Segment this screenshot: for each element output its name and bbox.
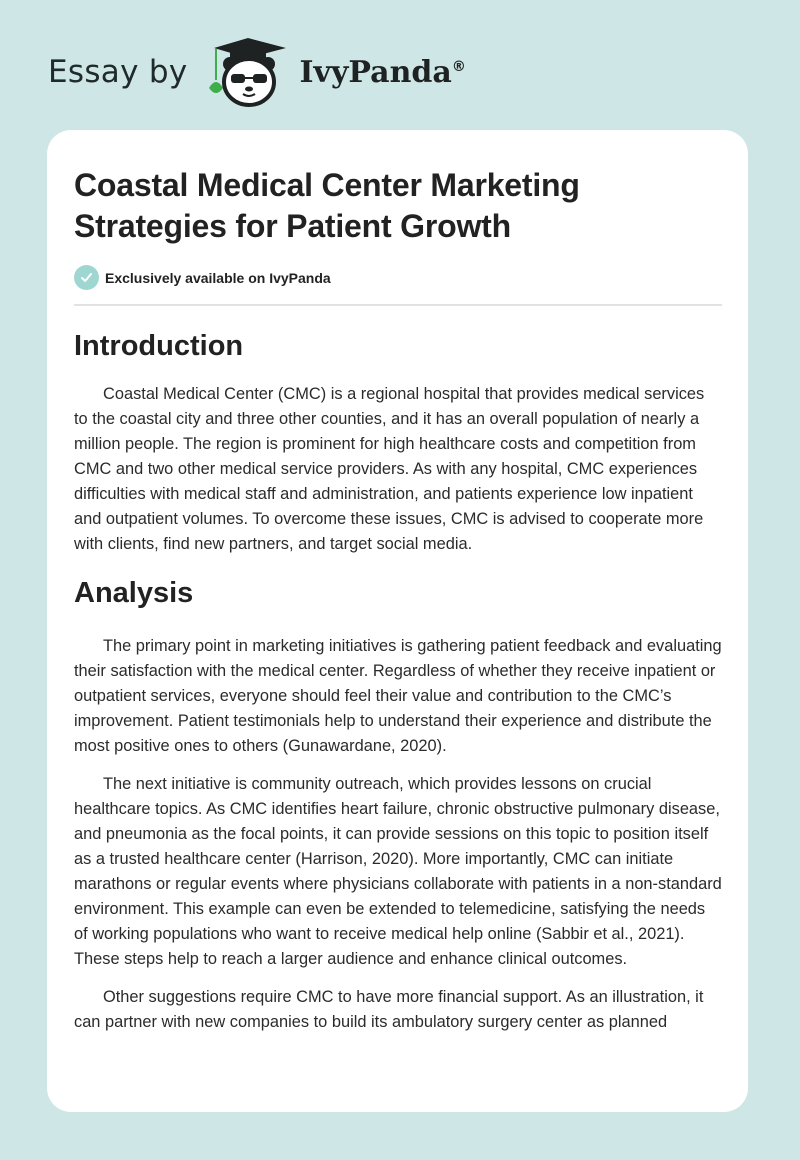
paragraph: The primary point in marketing initiatives is gathering patient feedback and evaluating their satisfaction with the medical center. Regardless of whether they receive inpatient or outpatient services, everyone should feel their value and contribution to the CMC’s improvement. Patient testimonials help to understand their experience and distribute the most positive ones to others (Gunawardane, 2020). [74, 637, 722, 755]
exclusive-badge [74, 265, 722, 290]
paragraph: Coastal Medical Center (CMC) is a regional hospital that provides medical services to the coastal city and three other counties, and it has an overall population of nearly a million people. The region is prominent for high healthcare costs and competition from CMC and two other medical service providers. As with any hospital, CMC experiences difficulties with medical staff and administration, and patients experience low inpatient and outpatient volumes. To overcome these issues, CMC is advised to cooperate more with clients, find new partners, and target social media. [74, 385, 705, 553]
brand-name: IvyPanda® [299, 54, 466, 90]
check-circle-icon [74, 265, 99, 290]
essay-title: Coastal Medical Center Marketing Strategies for Patient Growth [74, 167, 580, 244]
section-heading-introduction: Introduction [74, 330, 244, 362]
brand-prefix: Essay by [48, 54, 188, 90]
site-header-brand[interactable] [48, 36, 466, 108]
exclusive-badge-text: Exclusively available on IvyPanda [105, 269, 331, 286]
section-heading-analysis: Analysis [74, 577, 194, 609]
paragraph: Other suggestions require CMC to have more financial support. As an illustration, it can partner with new companies to build its ambulatory surgery center as planned [74, 988, 704, 1031]
divider [74, 304, 722, 306]
panda-logo-icon [206, 36, 290, 108]
essay-card [47, 130, 748, 1112]
paragraph: The next initiative is community outreach, which provides lessons on crucial healthcare topics. As CMC identifies heart failure, chronic obstructive pulmonary disease, and pneumonia as the focal points, it can provide sessions on this topic to position itself as a trusted healthcare center (Harrison, 2020). More importantly, CMC can initiate marathons or regular events where physicians collaborate with patients in a non-standard environment. This example can even be extended to telemedicine, satisfying the needs of working populations who want to receive medical help online (Sabbir et al., 2021). These steps help to reach a larger audience and enhance clinical outcomes. [74, 775, 722, 968]
